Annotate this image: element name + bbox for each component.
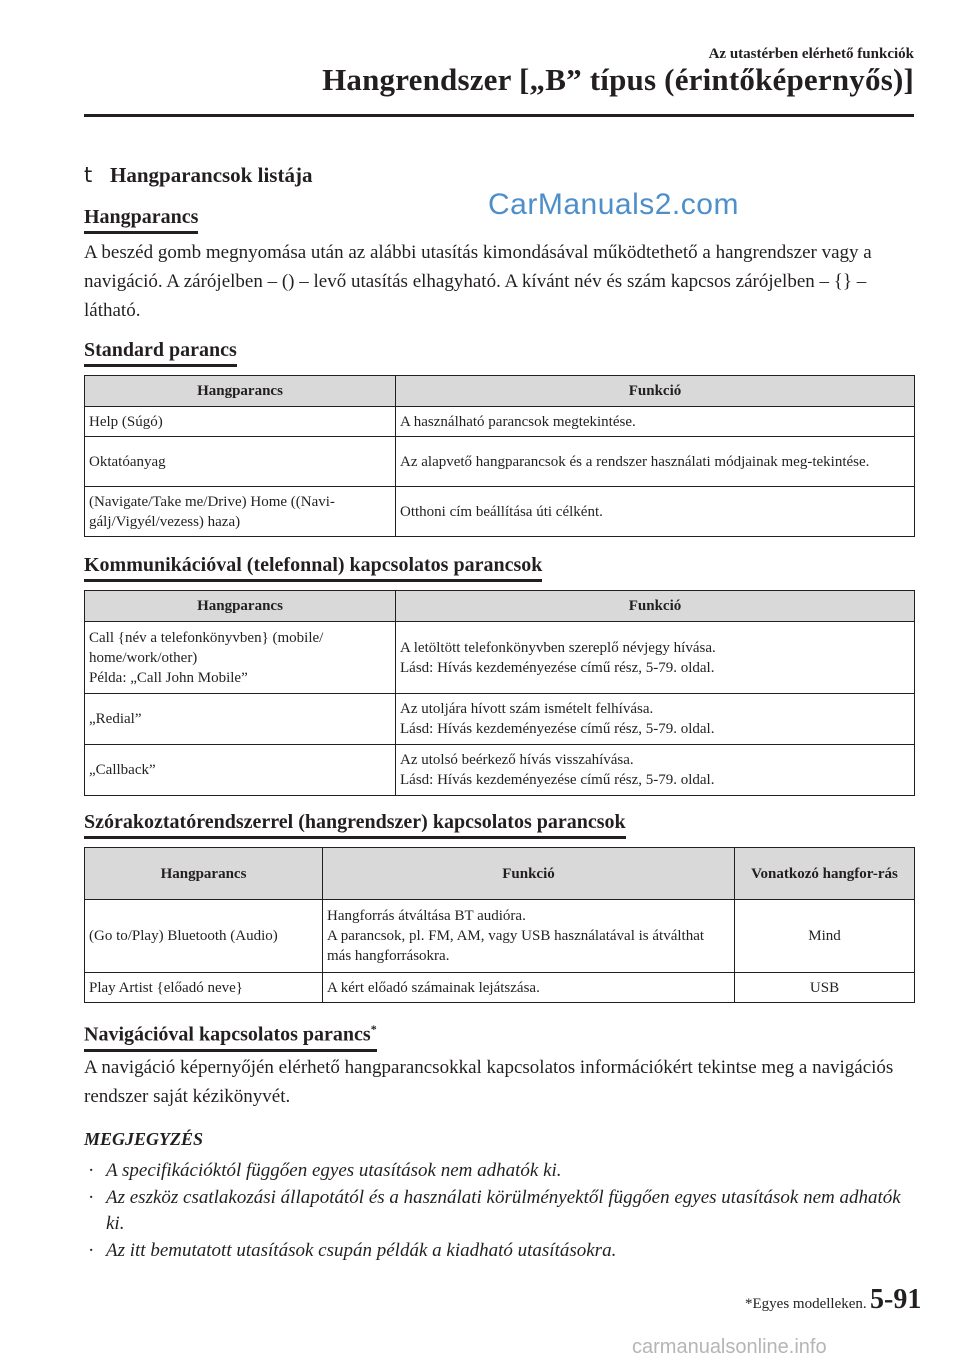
table-cell: Otthoni cím beállítása úti célként. [396, 487, 915, 537]
table-cell [396, 745, 915, 796]
note-text: Az eszköz csatlakozási állapotától és a használati körülményektől függően egyes utasítások nem adhatók ki. [106, 1187, 901, 1234]
table-cell: „Redial” [85, 694, 396, 745]
footer-watermark: carmanualsonline.info [632, 1336, 827, 1358]
footnote: *Egyes modelleken. [745, 1296, 867, 1312]
cmd-text: Call {név a telefonkönyvben} (mobile/ home/work/other) [89, 629, 324, 666]
table-cell: (Go to/Play) Bluetooth (Audio) [85, 900, 323, 973]
note-title: MEGJEGYZÉS [84, 1129, 204, 1149]
func-text: Az utoljára hívott szám ismételt felhívása. [400, 701, 654, 717]
note-item: · A specifikációktól függően egyes utasítások nem adhatók ki. [88, 1160, 562, 1181]
col-header: Funkció [323, 848, 735, 900]
note-item: · Az eszköz csatlakozási állapotától és a használati körülményektől függően egyes utasítások nem adhatók ki. [88, 1187, 901, 1234]
asterisk: * [370, 1022, 377, 1036]
table-cell [396, 622, 915, 694]
nav-heading [84, 1018, 377, 1052]
table-cell: USB [735, 973, 915, 1003]
ref-text: Lásd: Hívás kezdeményezése című rész, 5-79. oldal. [400, 721, 715, 737]
table-cell [85, 622, 396, 694]
table-cell [323, 900, 735, 973]
hangparancs-text: A beszéd gomb megnyomása után az alábbi utasítás kimondásával működtethető a hangrendszer vagy a navigáció. A zárójelben – () – levő utasítás elhagyható. A kívánt név és szám kapcsos zárójelben – {} – látható. [84, 242, 872, 321]
section-title-text: Hangparancsok listája [110, 163, 313, 187]
col-header: Funkció [396, 591, 915, 622]
table-cell: Mind [735, 900, 915, 973]
table-cell: A kért előadó számainak lejátszása. [323, 973, 735, 1003]
func-text: A parancsok, pl. FM, AM, vagy USB használatával is átválthat más hangforrásokra. [327, 928, 705, 964]
note-text: A specifikációktól függően egyes utasítások nem adhatók ki. [106, 1160, 562, 1181]
col-header: Funkció [396, 376, 915, 407]
header-rule [84, 114, 914, 117]
standard-table [84, 375, 915, 537]
func-text: A letöltött telefonkönyvben szereplő névjegy hívása. [400, 639, 716, 656]
table-cell: Help (Súgó) [85, 407, 396, 437]
table-cell [396, 694, 915, 745]
func-text: Az utolsó beérkező hívás visszahívása. [400, 752, 634, 768]
table-cell: Play Artist {előadó neve} [85, 973, 323, 1003]
example-text: Példa: „Call John Mobile” [89, 669, 248, 686]
notes-list [84, 1158, 920, 1265]
ref-text: Lásd: Hívás kezdeményezése című rész, 5-79. oldal. [400, 772, 715, 788]
table-cell: (Navigate/Take me/Drive) Home ((Navi-gálj/Vigyél/vezess) haza) [85, 487, 396, 537]
col-header: Vonatkozó hangfor-rás [735, 848, 915, 900]
komm-table [84, 590, 915, 796]
col-header: Hangparancs [85, 376, 396, 407]
szorakoz-heading: Szórakoztatórendszerrel (hangrendszer) kapcsolatos parancsok [84, 811, 626, 839]
standard-heading: Standard parancs [84, 339, 237, 367]
table-cell: Oktatóanyag [85, 437, 396, 487]
table-cell: A használható parancsok megtekintése. [396, 407, 915, 437]
col-header: Hangparancs [85, 591, 396, 622]
table-cell: Az alapvető hangparancsok és a rendszer használati módjainak meg-tekintése. [396, 437, 915, 487]
nav-text: A navigáció képernyőjén elérhető hangparancsokkal kapcsolatos információkért tekintse meg a navigációs rendszer saját kézikönyvét. [84, 1057, 894, 1107]
table-cell: „Callback” [85, 745, 396, 796]
watermark: CarManuals2.com [488, 188, 739, 221]
szorakoz-table [84, 847, 915, 1003]
page-title: Hangrendszer [„B” típus (érintőképernyős)] [322, 62, 914, 97]
komm-heading: Kommunikációval (telefonnal) kapcsolatos parancsok [84, 554, 542, 582]
page-number: 5-91 [870, 1284, 922, 1315]
nav-heading-text: Navigációval kapcsolatos parancs [84, 1023, 371, 1046]
note-text: Az itt bemutatott utasítások csupán példák a kiadható utasításokra. [106, 1240, 617, 1261]
hangparancs-heading: Hangparancs [84, 206, 198, 234]
func-text: Hangforrás átváltása BT audióra. [327, 908, 526, 924]
note-item: · Az itt bemutatott utasítások csupán példák a kiadható utasításokra. [88, 1240, 617, 1261]
bullet-icon: t [84, 163, 93, 187]
col-header: Hangparancs [85, 848, 323, 900]
section-title [84, 163, 312, 188]
ref-text: Lásd: Hívás kezdeményezése című rész, 5-79. oldal. [400, 659, 715, 676]
header-subtitle: Az utastérben elérhető funkciók [708, 46, 914, 62]
